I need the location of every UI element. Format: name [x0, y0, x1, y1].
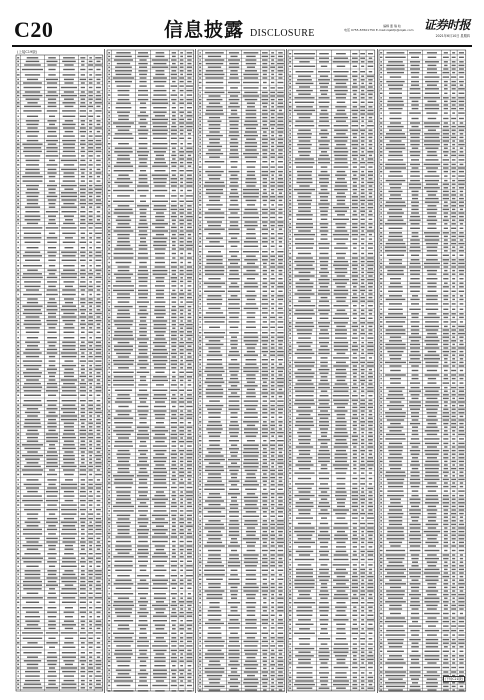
- column-divider: [104, 49, 105, 693]
- section-title-en: DISCLOSURE: [250, 28, 315, 39]
- continued-note: (下转C21版): [444, 677, 463, 681]
- table-column: [197, 49, 286, 693]
- table-lines: [106, 49, 195, 693]
- contact-line: 电话 0755-83501750 E-mail:zqsbfp@zqsb.com: [344, 28, 414, 32]
- masthead-rule: [12, 45, 472, 47]
- table-lines: [287, 49, 376, 693]
- table-column: [15, 49, 104, 693]
- section-title: 信息披露: [164, 19, 245, 41]
- masthead: [12, 18, 472, 44]
- table-column: [378, 49, 467, 693]
- column-divider: [377, 49, 378, 693]
- continuation-note: (上接C19版): [17, 50, 38, 54]
- editor-line: 编辑 董 瑞 晗: [383, 24, 401, 28]
- table-lines: [15, 49, 104, 693]
- issue-date: 2021年6月10日 星期四: [435, 34, 470, 38]
- column-divider: [286, 49, 287, 693]
- newspaper-logo: 证券时报: [423, 18, 470, 32]
- table-lines: [197, 49, 286, 693]
- disclosure-table-grid: [15, 49, 469, 693]
- table-column: [287, 49, 376, 693]
- page-number: C20: [14, 17, 54, 42]
- table-lines: [378, 49, 467, 693]
- column-divider: [195, 49, 196, 693]
- table-column: [106, 49, 195, 693]
